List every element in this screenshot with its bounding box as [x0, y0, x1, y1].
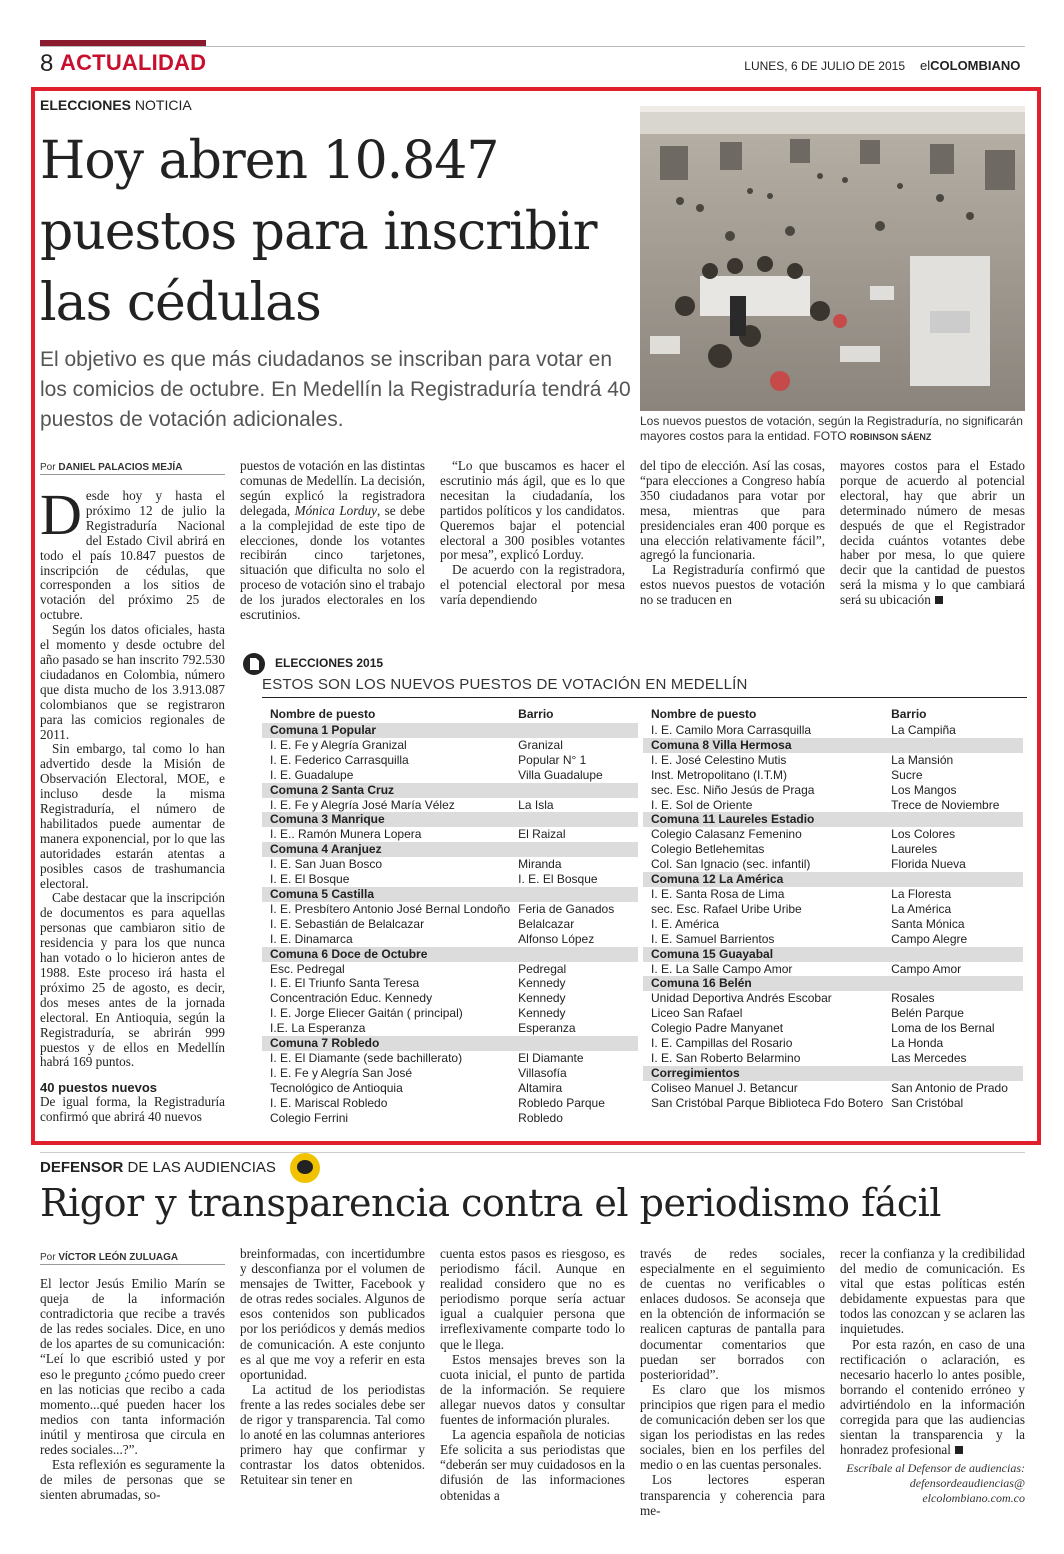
barrio-name: Campo Alegre [891, 931, 968, 946]
barrio-name: Granizal [518, 737, 563, 752]
article-column-5 [840, 459, 1025, 608]
table-row [643, 753, 1023, 768]
table-row [643, 932, 1023, 947]
barrio-name: Esperanza [518, 1021, 576, 1036]
barrio-name: El Diamante [518, 1050, 584, 1065]
table-row [262, 1066, 638, 1081]
table-row [643, 857, 1023, 872]
paragraph: De igual forma, la Registraduría confirmó que abrirá 40 nuevos [40, 1094, 225, 1125]
article-headline: Hoy abren 10.847 puestos para inscribir las cédulas [40, 131, 597, 333]
barrio-name: Popular N° 1 [518, 752, 587, 767]
header-rule [40, 46, 1025, 47]
puesto-name: I. E. Presbítero Antonio José Bernal Londoño [270, 901, 511, 916]
puesto-name: Colegio Ferrini [270, 1110, 349, 1125]
puesto-name: I. E. Samuel Barrientos [651, 931, 775, 946]
puesto-name: I. E. Campillas del Rosario [651, 1036, 793, 1051]
table-row [643, 902, 1023, 917]
section-divider [40, 1152, 1025, 1153]
table-group-row [262, 887, 638, 902]
byline-rule [40, 474, 225, 475]
table-title-rule [262, 697, 1027, 698]
table-row [643, 917, 1023, 932]
table-row [643, 1081, 1023, 1096]
kicker-rest: DE LAS AUDIENCIAS [123, 1159, 276, 1176]
paragraph-text: , se debe a la complejidad de este tipo de elecciones, donde los votantes recibirán cinco tarjetones, situación que dificulta no solo el proceso de votación sino el trabajo de los jurados electorales en los escrutinios. [240, 502, 425, 623]
defensor-column-3 [440, 1246, 625, 1503]
table-group-row [643, 812, 1023, 827]
barrio-name: Trece de Noviembre [891, 797, 1000, 812]
paragraph: del tipo de elección. Así las cosas, “para elecciones a Congreso había 350 ciudadanos para votar por mesa, mientras que para presidenciales eran 400 porque es una elección relativamente fácil”, agregó la funcionaria. [640, 458, 825, 563]
barrio-name: Kennedy [518, 976, 566, 991]
table-row [262, 1006, 638, 1021]
barrio-name: San Cristóbal [891, 1095, 964, 1110]
puesto-name: I.E. La Esperanza [270, 1021, 366, 1036]
paragraph: La actitud de los periodistas frente a las redes sociales debe ser de rigor y transparencia. Tal como lo anoté en las columnas anteriores primero hay que confirmar y contrastar los datos obtenidos. Retuitear sin tener en [240, 1381, 425, 1488]
defensor-column-2 [240, 1246, 425, 1488]
barrio-name: Belalcazar [518, 916, 575, 931]
byline-prefix: Por [40, 1252, 59, 1263]
table-row [643, 991, 1023, 1006]
table-group-row [262, 723, 638, 738]
puesto-name: I. E. El Bosque [270, 872, 350, 887]
article-column-2 [240, 459, 425, 623]
table-group-row [262, 842, 638, 857]
paragraph [840, 459, 1025, 608]
issue-date: LUNES, 6 DE JULIO DE 2015 [744, 59, 905, 73]
puesto-name: I. E. Mariscal Robledo [270, 1095, 388, 1110]
table-group-row [643, 976, 1023, 991]
puesto-name: sec. Esc. Rafael Uribe Uribe [651, 901, 802, 916]
kicker-bold: ELECCIONES [40, 97, 132, 113]
table-row [643, 1021, 1023, 1036]
puesto-name: Esc. Pedregal [270, 961, 345, 976]
contact-line: Escríbale al Defensor de audiencias: [846, 1461, 1025, 1476]
paragraph: cuenta estos pasos es riesgoso, es periodismo fácil. Aunque en realidad considero que no es periodismo porque sería actuar igual a cualquier persona que irreflexivamente comparte todo lo que le llega. [440, 1246, 625, 1352]
caption-credit: ROBINSON SÁENZ [849, 432, 932, 442]
table-header-row [643, 705, 1023, 723]
puesto-name: Colegio Calasanz Femenino [651, 827, 802, 842]
paragraph-text: mayores costos para el Estado porque de acuerdo al potencial electoral, hay que abrir un determinado número de mesas después de que el Registrador decida cuántos votantes debe haber por mesa, lo que quiere decir que la cantidad de puestos será la misma y lo que cambiará será su ubicación [840, 458, 1025, 608]
table-title: ESTOS SON LOS NUEVOS PUESTOS DE VOTACIÓN EN MEDELLÍN [262, 676, 748, 693]
puesto-name: Inst. Metropolitano (I.T.M) [651, 767, 788, 782]
barrio-name: La Honda [891, 1036, 944, 1051]
barrio-name: Robledo [518, 1110, 563, 1125]
table-group-row [643, 947, 1023, 962]
barrio-name: Santa Mónica [891, 916, 965, 931]
puesto-name: Tecnológico de Antioquia [270, 1080, 403, 1095]
comuna-label: Comuna 8 Villa Hermosa [643, 738, 1023, 753]
barrio-name: Campo Amor [891, 961, 962, 976]
table-row [643, 887, 1023, 902]
table-row [643, 723, 1023, 738]
barrio-name: Laureles [891, 842, 938, 857]
paragraph: recer la confianza y la credibilidad del medio de comunicación. Es vital que estas políticas estén debidamente expuestas para que todos las conozcan y se aclaren las inquietudes. [840, 1246, 1025, 1337]
comuna-label: Corregimientos [643, 1066, 1023, 1081]
puesto-name: I. E. Sol de Oriente [651, 797, 753, 812]
contact-email-line: defensordeaudiencias@ [909, 1476, 1025, 1491]
table-row [262, 932, 638, 947]
paragraph: Según los datos oficiales, hasta el momento y desde octubre del año pasado se han inscrito 792.530 ciudadanos en Colombia, número que dista mucho de los 3.913.087 colombianos que se registraron para las comicios regionales de 2011. [40, 622, 225, 742]
section-title: ACTUALIDAD [60, 50, 207, 75]
table-row [643, 842, 1023, 857]
table-group-row [262, 947, 638, 962]
comuna-label: Comuna 4 Aranjuez [262, 842, 638, 857]
barrio-name: Rosales [891, 991, 935, 1006]
puesto-name: I. E. Camilo Mora Carrasquilla [651, 723, 812, 737]
paragraph: La Registraduría confirmó que estos nuevos puestos de votación no se traducen en [640, 562, 825, 608]
paragraph: través de redes sociales, especialmente en el seguimiento de cuentas no verificables o enlaces dudosos. Se aconseja que en la obtención de información se realicen capturas de pantalla para documentar comentarios que puedan ser borrados con posterioridad”. [640, 1246, 825, 1382]
puesto-name: sec. Esc. Niño Jesús de Praga [651, 782, 815, 797]
paragraph: La agencia española de noticias Efe solicita a sus periodistas que “deberán ser muy cuidadosos en la difusión de las informaciones obtenidas a [440, 1427, 625, 1503]
table-row [262, 1021, 638, 1036]
paragraph: Es claro que los mismos principios que rigen para el medio de comunicación deben ser los que sigan los periodistas en las redes sociales, bien en los perfiles del medio o en las cuentas personales. [640, 1381, 825, 1473]
table-row [643, 1036, 1023, 1051]
barrio-name: San Antonio de Prado [891, 1080, 1008, 1095]
table-kicker: ELECCIONES 2015 [275, 656, 384, 670]
table-row [262, 753, 638, 768]
table-row [643, 783, 1023, 798]
table-header-row [262, 705, 638, 723]
table-group-row [262, 812, 638, 827]
barrio-name: Kennedy [518, 991, 566, 1006]
puesto-name: I. E. José Celestino Mutis [651, 752, 787, 767]
puesto-name: Concentración Educ. Kennedy [270, 991, 433, 1006]
puesto-name: Liceo San Rafael [651, 1006, 743, 1021]
byline-prefix: Por [40, 462, 59, 473]
end-mark-icon [935, 596, 943, 604]
barrio-name: Sucre [891, 767, 923, 782]
paragraph: Los lectores esperan transparencia y coherencia para me- [640, 1472, 825, 1518]
comuna-label: Comuna 3 Manrique [262, 812, 638, 827]
puesto-name: Coliseo Manuel J. Betancur [651, 1080, 798, 1095]
table-row [643, 1096, 1023, 1111]
comuna-label: Comuna 5 Castilla [262, 887, 638, 902]
comuna-label: Comuna 7 Robledo [262, 1036, 638, 1051]
barrio-name: Kennedy [518, 1006, 566, 1021]
defensor-byline [40, 1252, 178, 1263]
puesto-name: I. E. Fe y Alegría Granizal [270, 737, 407, 752]
masthead-name: COLOMBIANO [930, 58, 1021, 73]
table-row [643, 1006, 1023, 1021]
puesto-name: San Cristóbal Parque Biblioteca Fdo Botero [651, 1095, 884, 1110]
contact-email-domain: elcolombiano.com.co [922, 1491, 1025, 1506]
table-group-row [262, 1036, 638, 1051]
barrio-name: I. E. El Bosque [518, 872, 598, 887]
paragraph-text: Por esta razón, en caso de una rectificación o aclaración, es necesario hacerlo lo antes posible, borrando el contenido erróneo y advirtiéndolo en la información corregida para que las audiencias sientan la transparencia y la honradez profesional [840, 1336, 1025, 1458]
masthead-prefix: el [920, 58, 931, 73]
contact-note [840, 1461, 1025, 1506]
page-number: 8 [40, 50, 54, 77]
puesto-name: I. E. El Diamante (sede bachillerato) [270, 1050, 463, 1065]
table-row [643, 1051, 1023, 1066]
barrio-name: Altamira [518, 1080, 563, 1095]
photo-caption [640, 414, 1025, 445]
puesto-name: I. E. Guadalupe [270, 767, 354, 782]
table-row [262, 991, 638, 1006]
barrio-name: Los Mangos [891, 782, 957, 797]
comuna-label: Comuna 12 La América [643, 872, 1023, 887]
kicker-rest: NOTICIA [131, 97, 192, 113]
barrio-name: La Floresta [891, 886, 952, 901]
table-row [262, 962, 638, 977]
barrio-name: El Raizal [518, 827, 566, 842]
comuna-label: Comuna 16 Belén [643, 976, 1023, 991]
paragraph [240, 459, 425, 623]
paragraph: “Lo que buscamos es hacer el escrutinio más ágil, que es lo que necesitan la ciudadanía, los partidos políticos y los candidatos. Queremos bajar el potencial electoral a 300 posibles votantes por mesa”, explicó Lorduy. [440, 458, 625, 563]
barrio-name: La Isla [518, 797, 554, 812]
article-photo [640, 106, 1025, 411]
puesto-name: I. E. América [651, 916, 720, 931]
table-row [643, 962, 1023, 977]
barrio-name: Las Mercedes [891, 1050, 967, 1065]
table-row [643, 768, 1023, 783]
barrio-name: La Mansión [891, 752, 954, 767]
table-row [262, 1096, 638, 1111]
table-group-row [262, 783, 638, 798]
puesto-name: Unidad Deportiva Andrés Escobar [651, 991, 832, 1006]
paragraph: breinformadas, con incertidumbre y desconfianza por el volumen de mensajes de Twitter, Facebook y de otras redes sociales. Algunos de esos contenidos son publicados por los periódicos y demás medios de comunicación. A este conjunto es al que me voy a referir en esta oportunidad. [240, 1246, 425, 1382]
table-row [262, 1051, 638, 1066]
comuna-label: Comuna 2 Santa Cruz [262, 783, 638, 798]
paragraph: Estos mensajes breves son la cuota inicial, el punto de partida de la información. Se requiere allegar nuevos datos y consultar fuentes de información plurales. [440, 1351, 625, 1428]
barrio-name: Villasofía [518, 1065, 567, 1080]
table-row [262, 1111, 638, 1126]
comuna-label: Comuna 1 Popular [262, 723, 638, 738]
puesto-name: I. E. Sebastián de Belalcazar [270, 916, 425, 931]
paragraph [40, 482, 225, 623]
article-column-1 [40, 482, 225, 1125]
byline-name: VÍCTOR LEÓN ZULUAGA [58, 1252, 179, 1263]
comuna-label: Comuna 15 Guayabal [643, 947, 1023, 962]
puesto-name: I. E. Fe y Alegría José María Vélez [270, 797, 455, 812]
column-header: Barrio [518, 707, 554, 721]
defensor-headline: Rigor y transparencia contra el periodismo fácil [40, 1181, 941, 1225]
kicker-bold: DEFENSOR [40, 1159, 124, 1176]
table-row [262, 738, 638, 753]
document-icon [243, 653, 265, 675]
puesto-name: I. E. San Juan Bosco [270, 857, 383, 872]
table-row [262, 768, 638, 783]
puesto-name: I. E. La Salle Campo Amor [651, 961, 793, 976]
table-row [262, 872, 638, 887]
table-group-row [643, 1066, 1023, 1081]
paragraph-text: esde hoy y hasta el próximo 12 de julio la Registraduría Nacional del Estado Civil abrirá en todo el país 10.847 puestos de inscripción de cédulas, que corresponden a los sitios de votación del próximo 25 de octubre. [40, 488, 225, 623]
puesto-name: Col. San Ignacio (sec. infantil) [651, 857, 811, 872]
barrio-name: Robledo Parque [518, 1095, 605, 1110]
puesto-name: I. E. Jorge Eliecer Gaitán ( principal) [270, 1006, 463, 1021]
end-mark-icon [955, 1446, 963, 1454]
article-kicker [40, 97, 192, 113]
person-name: Mónica Lorduy [294, 502, 377, 518]
puesto-name: I. E. San Roberto Belarmino [651, 1050, 801, 1065]
comuna-label: Comuna 11 Laureles Estadio [643, 812, 1023, 827]
paragraph-text: puestos de votación en las distintas comunas de Medellín. La decisión, según explicó la registradora delegada, [240, 458, 425, 518]
byline-rule [40, 1264, 225, 1265]
byline-name: DANIEL PALACIOS MEJÍA [58, 462, 183, 473]
column-header: Barrio [891, 707, 927, 721]
puesto-name: I. E. Federico Carrasquilla [270, 752, 409, 767]
table-row [262, 917, 638, 932]
polling-table-right [643, 705, 1023, 1111]
table-group-row [643, 872, 1023, 887]
barrio-name: Pedregal [518, 961, 567, 976]
polling-table-left [262, 705, 638, 1125]
puesto-name: Colegio Padre Manyanet [651, 1021, 784, 1036]
comuna-label: Comuna 6 Doce de Octubre [262, 947, 638, 962]
article-column-4 [640, 459, 825, 608]
drop-cap: D [40, 482, 82, 547]
column-header: Nombre de puesto [651, 707, 757, 721]
caption-text: Los nuevos puestos de votación, según la Registraduría, no significarán mayores costos para la entidad. FOTO [640, 414, 1023, 443]
masthead-logo [920, 58, 1020, 73]
speech-bubble-inner-icon [297, 1160, 313, 1174]
defensor-kicker [40, 1159, 276, 1176]
paragraph: De acuerdo con la registradora, el potencial electoral por mesa varía dependiendo [440, 562, 625, 608]
barrio-name: Florida Nueva [891, 857, 966, 872]
barrio-name: Miranda [518, 857, 562, 872]
barrio-name: Los Colores [891, 827, 956, 842]
voting-hall-photo [640, 106, 1025, 411]
table-row [643, 798, 1023, 813]
barrio-name: Loma de los Bernal [891, 1021, 995, 1036]
barrio-name: La América [891, 901, 952, 916]
table-row [262, 827, 638, 842]
article-subhead: 40 puestos nuevos [40, 1080, 158, 1096]
defensor-column-5 [840, 1246, 1025, 1506]
table-row [262, 1081, 638, 1096]
table-row [262, 857, 638, 872]
article-byline [40, 462, 182, 473]
barrio-name: Villa Guadalupe [518, 767, 603, 782]
puesto-name: I. E. Dinamarca [270, 931, 353, 946]
table-row [262, 902, 638, 917]
paragraph: Esta reflexión es seguramente la de miles de personas que se sienten abrumadas, so- [40, 1457, 225, 1503]
barrio-name: La Campiña [891, 723, 956, 737]
paragraph: Cabe destacar que la inscripción de documentos es para aquellas personas que cambiaron sitio de residencia y para los que nunca han votado o lo hicieron antes de 1988. Este proceso irá hasta el próximo 25 de agosto, es decir, dos meses antes de la jornada electoral. En Antioquia, según la Registraduría, se abrirán 999 puestos y de ellos en Medellín habrá 169 puntos. [40, 890, 225, 1070]
article-column-3 [440, 459, 625, 608]
paragraph [840, 1337, 1025, 1458]
table-row [262, 798, 638, 813]
barrio-name: Belén Parque [891, 1006, 964, 1021]
paragraph: El lector Jesús Emilio Marín se queja de la información contradictoria que recibe a través de las redes sociales. Dice, en uno de los apartes de su comunicación: “Leí lo que escribió usted y por eso le pregunto ¿cómo puedo creer en las noticias que recibo a cada momento...qué pueden hacer los medios con tanta información inútil y mentirosa que circula en redes sociales...?”. [40, 1276, 225, 1458]
puesto-name: I. E. Santa Rosa de Lima [651, 886, 785, 901]
defensor-column-1 [40, 1276, 225, 1502]
article-dek: El objetivo es que más ciudadanos se inscriban para votar en los comicios de octubre. En Medellín la Registraduría tendrá 40 puestos de votación adicionales. [40, 348, 631, 431]
barrio-name: Alfonso López [518, 931, 595, 946]
table-group-row [643, 738, 1023, 753]
barrio-name: Feria de Ganados [518, 901, 615, 916]
puesto-name: I. E.. Ramón Munera Lopera [270, 827, 422, 842]
paragraph: Sin embargo, tal como lo han advertido desde la Misión de Observación Electoral, MOE, e incluso desde la misma Registraduría, el número de habilitados puede aumentar de manera exponencial, por lo que las autoridades estarán atentas a posibles casos de trashumancia electoral. [40, 741, 225, 891]
column-header: Nombre de puesto [270, 707, 376, 721]
puesto-name: I. E. El Triunfo Santa Teresa [270, 976, 420, 991]
table-row [643, 827, 1023, 842]
table-row [262, 976, 638, 991]
defensor-column-4 [640, 1246, 825, 1518]
puesto-name: I. E. Fe y Alegría San José [270, 1065, 413, 1080]
puesto-name: Colegio Betlehemitas [651, 842, 765, 857]
